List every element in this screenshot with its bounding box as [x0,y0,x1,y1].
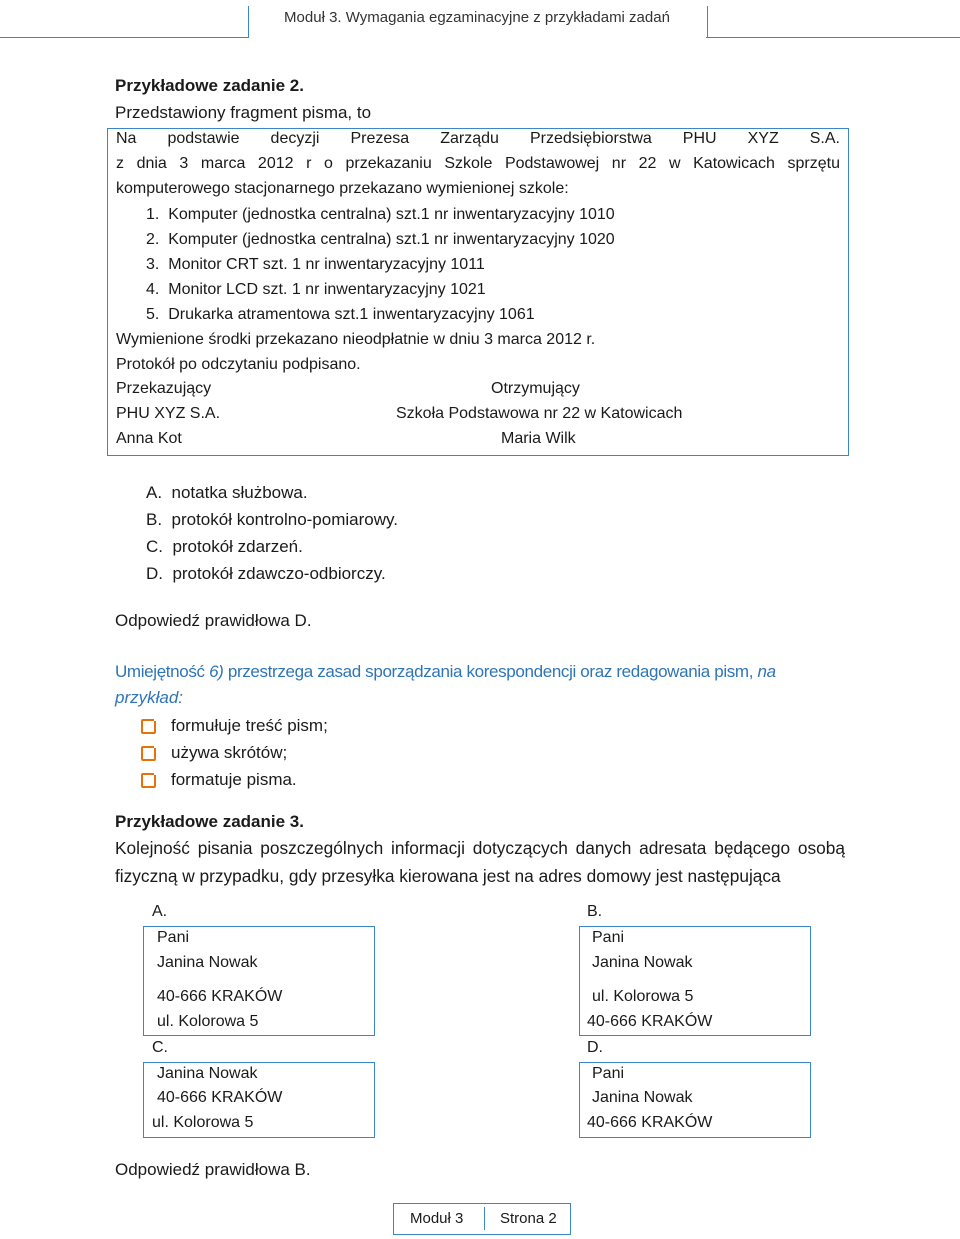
checkbox-bullet-icon [141,746,156,761]
receiver-label: Otrzymujący [491,380,580,397]
skill-bullet: formatuje pisma. [171,770,297,789]
address-d-line: Pani [592,1065,625,1082]
address-a-line: ul. Kolorowa 5 [157,1013,259,1030]
task3-question-1: Kolejność pisania poszczególnych informacji dotyczących danych adresata będącego osobą [115,838,845,858]
skill-number: 6) [209,662,224,681]
skill-bullet: używa skrótów; [171,743,288,762]
task2-title: Przykładowe zadanie 2. [115,76,304,95]
skill-prefix: Umiejętność [115,662,210,681]
address-a-line: Pani [157,929,190,946]
receiver-org: Szkoła Podstawowa nr 22 w Katowicach [396,405,683,422]
address-a-label: A. [152,903,168,920]
address-b-line: 40-666 KRAKÓW [587,1013,713,1030]
letter-line-3: komputerowego stacjonarnego przekazano wymienionej szkole: [116,180,569,197]
checkbox-bullet-icon [141,773,156,788]
skill-na: na [757,662,776,681]
address-a-line: 40-666 KRAKÓW [157,988,283,1005]
skill-bullet: formułuje treść pism; [171,716,328,735]
letter-item: 5. Drukarka atramentowa szt.1 inwentaryzacyjny 1061 [146,306,535,323]
giver-org: PHU XYZ S.A. [116,405,221,422]
letter-after-2: Protokół po odczytaniu podpisano. [116,356,361,373]
address-d-label: D. [587,1039,603,1056]
address-d-line: 40-666 KRAKÓW [587,1114,713,1131]
letter-item: 3. Monitor CRT szt. 1 nr inwentaryzacyjny 1011 [146,256,485,273]
footer-module: Moduł 3 [410,1210,464,1227]
address-d-line: Janina Nowak [592,1089,693,1106]
receiver-name: Maria Wilk [501,430,576,447]
letter-after-1: Wymienione środki przekazano nieodpłatnie w dniu 3 marca 2012 r. [116,331,596,348]
option-d: D. protokół zdawczo-odbiorczy. [146,564,386,583]
task3-question-2: fizyczną w przypadku, gdy przesyłka kierowana jest na adres domowy jest następująca [115,866,781,886]
option-b: B. protokół kontrolno-pomiarowy. [146,510,398,529]
giver-label: Przekazujący [116,380,212,397]
skill-line-2: przykład: [115,688,184,707]
address-c-line: Janina Nowak [157,1065,258,1082]
letter-item: 4. Monitor LCD szt. 1 nr inwentaryzacyjny 1021 [146,281,486,298]
task2-question: Przedstawiony fragment pisma, to [115,103,372,122]
address-c-line: ul. Kolorowa 5 [152,1114,254,1131]
skill-line-1 [115,662,776,682]
header-title: Moduł 3. Wymagania egzaminacyjne z przykładami zadań [284,9,670,26]
task3-title: Przykładowe zadanie 3. [115,812,304,831]
giver-name: Anna Kot [116,430,182,447]
task3-answer: Odpowiedź prawidłowa B. [115,1160,311,1179]
task2-answer: Odpowiedź prawidłowa D. [115,611,312,630]
option-c: C. protokół zdarzeń. [146,537,303,556]
letter-item: 1. Komputer (jednostka centralna) szt.1 nr inwentaryzacyjny 1010 [146,206,615,223]
letter-line-2: z dnia 3 marca 2012 r o przekazaniu Szkole Podstawowej nr 22 w Katowicach sprzętu [116,155,840,172]
letter-item: 2. Komputer (jednostka centralna) szt.1 nr inwentaryzacyjny 1020 [146,231,615,248]
address-b-line: Pani [592,929,625,946]
header-rule-left [0,37,248,38]
letter-line-1: Na podstawie decyzji Prezesa Zarządu Przedsiębiorstwa PHU XYZ S.A. [116,130,840,147]
header-rule-right [706,37,960,38]
address-b-label: B. [587,903,603,920]
skill-text: przestrzega zasad sporządzania korespondencji oraz redagowania pism, [223,662,758,681]
address-b-line: Janina Nowak [592,954,693,971]
address-c-label: C. [152,1039,168,1056]
address-a-line: Janina Nowak [157,954,258,971]
footer-page: Strona 2 [500,1210,557,1227]
option-a: A. notatka służbowa. [146,483,308,502]
footer-divider [484,1207,485,1230]
checkbox-bullet-icon [141,719,156,734]
address-c-line: 40-666 KRAKÓW [157,1089,283,1106]
address-b-line: ul. Kolorowa 5 [592,988,694,1005]
